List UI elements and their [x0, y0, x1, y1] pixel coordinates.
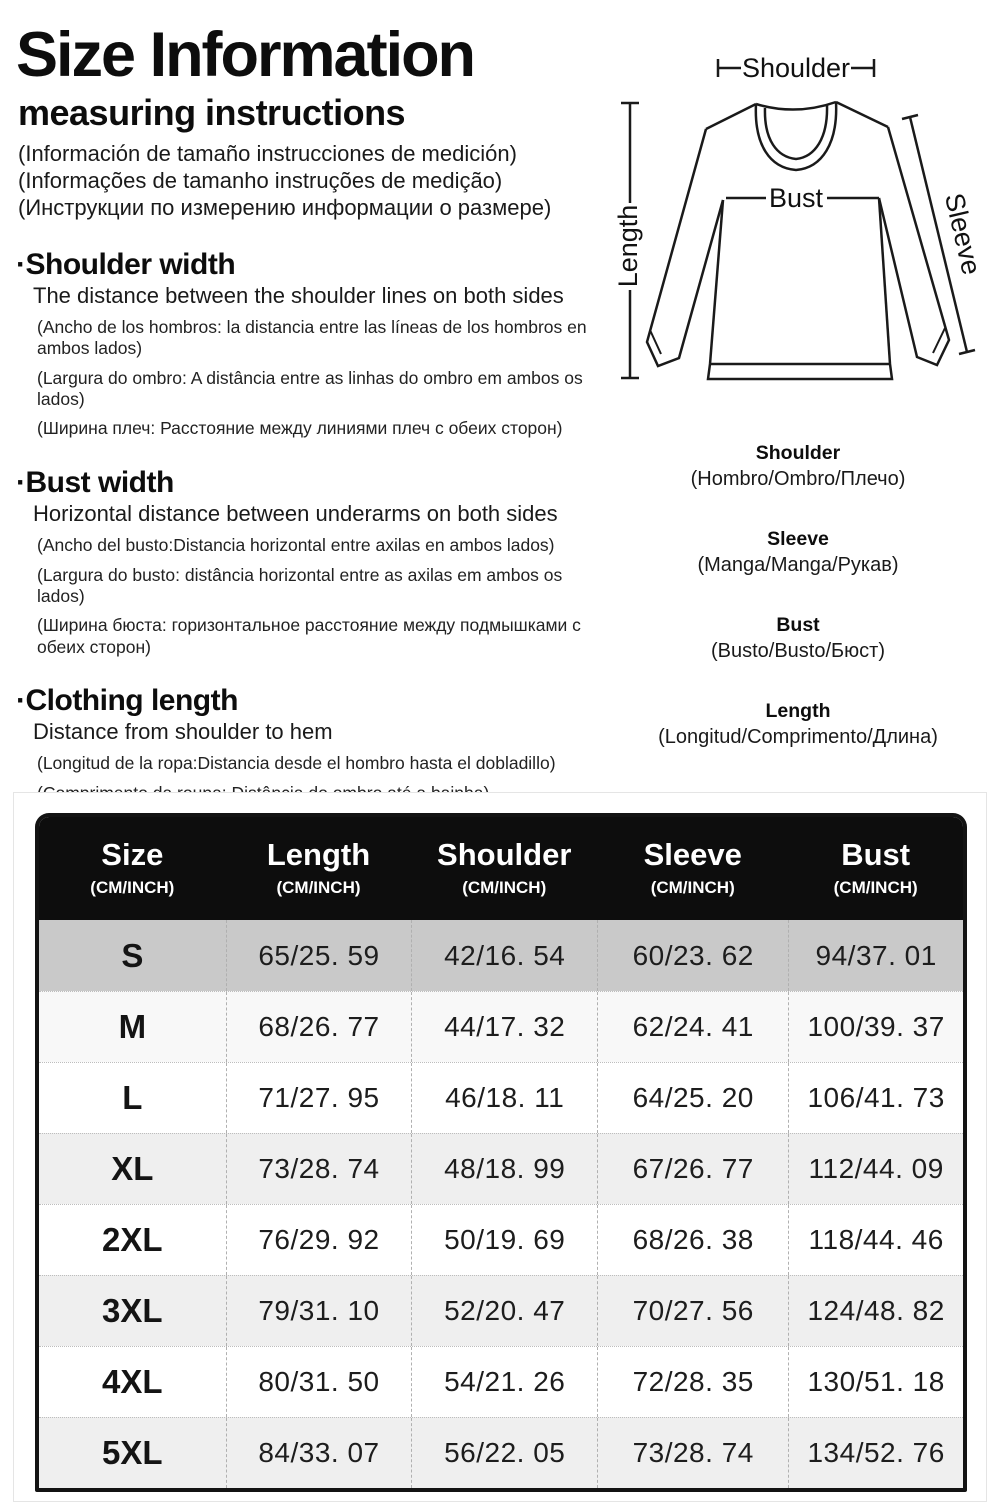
length-cell: 84/33. 07	[226, 1418, 412, 1488]
column-header-length: Length (CM/INCH)	[266, 837, 371, 897]
section-description: Horizontal distance between underarms on both sides	[33, 501, 558, 527]
section-translation-es: (Ancho del busto:Distancia horizontal entre axilas en ambos lados)	[37, 535, 555, 556]
size-cell: 5XL	[102, 1434, 163, 1471]
title-translation-es: (Información de tamaño instrucciones de medición)	[18, 140, 517, 166]
table-row-4xl	[39, 1346, 963, 1417]
size-cell: M	[118, 1008, 147, 1045]
size-table-header	[39, 817, 963, 920]
sleeve-cell: 64/25. 20	[597, 1063, 788, 1133]
bust-cell: 100/39. 37	[788, 992, 963, 1062]
legend-term: Bust	[776, 614, 820, 636]
section-heading: ·Bust width	[16, 465, 174, 499]
page-title: Size Information	[16, 20, 475, 90]
title-translation-pt: (Informações de tamanho instruções de medição)	[18, 167, 503, 193]
bust-cell: 134/52. 76	[788, 1418, 963, 1488]
bust-cell: 118/44. 46	[788, 1205, 963, 1275]
table-row-s	[39, 920, 963, 991]
shoulder-cell: 46/18. 11	[411, 1063, 597, 1133]
bust-cell: 94/37. 01	[788, 920, 963, 991]
length-cell: 68/26. 77	[226, 992, 412, 1062]
size-cell: 2XL	[102, 1221, 163, 1258]
diagram-panel	[602, 40, 994, 786]
table-row-xl	[39, 1133, 963, 1204]
bust-cell: 106/41. 73	[788, 1063, 963, 1133]
section-translation-es: (Ancho de los hombros: la distancia entre las líneas de los hombros en ambos lados)	[37, 317, 587, 359]
column-header-shoulder: Shoulder (CM/INCH)	[437, 837, 572, 897]
bust-cell: 130/51. 18	[788, 1347, 963, 1417]
legend-translations: (Busto/Busto/Бюст)	[710, 640, 885, 662]
section-bust-width	[16, 467, 601, 658]
sleeve-cell: 73/28. 74	[597, 1418, 788, 1488]
bust-cell: 112/44. 09	[788, 1134, 963, 1204]
size-cell: XL	[111, 1150, 154, 1187]
legend-item-shoulder	[602, 442, 994, 491]
legend-translations: (Hombro/Ombro/Плечо)	[690, 468, 906, 490]
shoulder-cell: 42/16. 54	[411, 920, 597, 991]
section-translation-ru: (Ширина бюста: горизонтальное расстояние между подмышками с обеих сторон)	[37, 615, 581, 657]
section-heading: ·Clothing length	[16, 683, 238, 717]
table-row-l	[39, 1062, 963, 1133]
sleeve-cell: 60/23. 62	[597, 920, 788, 991]
section-translation-pt: (Largura do ombro: A distância entre as linhas do ombro em ambos os lados)	[37, 367, 583, 410]
legend-item-sleeve	[602, 528, 994, 577]
sleeve-cell: 67/26. 77	[597, 1134, 788, 1204]
size-cell: L	[122, 1079, 143, 1116]
measuring-instructions-panel	[16, 18, 601, 841]
shoulder-cell: 52/20. 47	[411, 1276, 597, 1346]
length-cell: 76/29. 92	[226, 1205, 412, 1275]
size-cell: 4XL	[102, 1363, 163, 1400]
legend-term: Shoulder	[755, 442, 841, 464]
sleeve-cell: 70/27. 56	[597, 1276, 788, 1346]
table-row-2xl	[39, 1204, 963, 1275]
diagram-sleeve-label: Sleeve	[938, 190, 987, 278]
shoulder-cell: 54/21. 26	[411, 1347, 597, 1417]
size-table-container	[13, 792, 987, 1502]
column-header-sleeve: Sleeve (CM/INCH)	[643, 837, 742, 897]
title-translation-ru: (Инструкции по измерению информации о размере)	[18, 195, 552, 221]
shoulder-cell: 50/19. 69	[411, 1205, 597, 1275]
column-header-bust: Bust (CM/INCH)	[833, 837, 918, 897]
section-shoulder-width	[16, 249, 601, 440]
table-row-3xl	[39, 1275, 963, 1346]
table-row-5xl	[39, 1417, 963, 1488]
length-cell: 80/31. 50	[226, 1347, 412, 1417]
legend-item-bust	[602, 614, 994, 663]
length-cell: 65/25. 59	[226, 920, 412, 991]
size-cell: 3XL	[102, 1292, 163, 1329]
length-cell: 79/31. 10	[226, 1276, 412, 1346]
shoulder-cell: 48/18. 99	[411, 1134, 597, 1204]
shirt-measurement-diagram	[602, 40, 992, 400]
size-table	[35, 813, 967, 1492]
section-description: Distance from shoulder to hem	[33, 719, 333, 745]
measurement-legend	[602, 442, 994, 749]
legend-term: Sleeve	[767, 528, 829, 550]
section-description: The distance between the shoulder lines on both sides	[33, 283, 564, 309]
sleeve-cell: 68/26. 38	[597, 1205, 788, 1275]
diagram-shoulder-label: Shoulder	[741, 53, 851, 83]
shoulder-cell: 56/22. 05	[411, 1418, 597, 1488]
sleeve-cell: 62/24. 41	[597, 992, 788, 1062]
length-cell: 73/28. 74	[226, 1134, 412, 1204]
diagram-bust-label: Bust	[768, 183, 824, 213]
section-translation-es: (Longitud de la ropa:Distancia desde el hombro hasta el dobladillo)	[37, 753, 556, 774]
legend-translations: (Manga/Manga/Рукав)	[697, 554, 899, 576]
legend-translations: (Longitud/Comprimento/Длина)	[658, 726, 938, 748]
length-cell: 71/27. 95	[226, 1063, 412, 1133]
section-heading: ·Shoulder width	[16, 247, 236, 281]
shoulder-cell: 44/17. 32	[411, 992, 597, 1062]
legend-item-length	[602, 700, 994, 749]
size-cell: S	[121, 936, 144, 974]
page-subtitle: measuring instructions	[18, 92, 406, 134]
legend-term: Length	[765, 700, 831, 722]
bust-cell: 124/48. 82	[788, 1276, 963, 1346]
table-row-m	[39, 991, 963, 1062]
section-translation-pt: (Largura do busto: distância horizontal entre as axilas em ambos os lados)	[37, 564, 563, 606]
column-header-size: Size (CM/INCH)	[90, 837, 175, 897]
section-translation-ru: (Ширина плеч: Расстояние между линиями плеч с обеих сторон)	[37, 418, 563, 439]
sleeve-cell: 72/28. 35	[597, 1347, 788, 1417]
diagram-length-label: Length	[613, 204, 644, 288]
